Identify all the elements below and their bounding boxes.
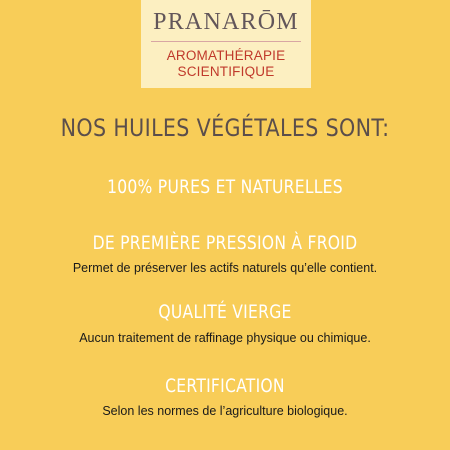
brand-tagline-line1: AROMATHÉRAPIE <box>166 48 286 63</box>
feature-description-virgin: Aucun traitement de raffinage physique ou chimique. <box>79 331 371 345</box>
brand-tagline-line2: SCIENTIFIQUE <box>177 64 275 79</box>
feature-title-certification: CERTIFICATION <box>165 375 285 397</box>
brand-name: PRANARŌM <box>153 9 299 35</box>
feature-title-cold-pressed: DE PREMIÈRE PRESSION À FROID <box>92 232 358 254</box>
feature-description-certification: Selon les normes de l’agriculture biologique. <box>102 404 348 418</box>
feature-title-virgin: QUALITÉ VIERGE <box>158 301 292 323</box>
brand-logo <box>141 0 311 88</box>
headline: NOS HUILES VÉGÉTALES SONT: <box>60 114 390 142</box>
feature-title-pure: 100% PURES ET NATURELLES <box>107 176 343 198</box>
logo-divider <box>151 41 301 42</box>
feature-description-cold-pressed: Permet de préserver les actifs naturels qu’elle contient. <box>72 261 378 275</box>
